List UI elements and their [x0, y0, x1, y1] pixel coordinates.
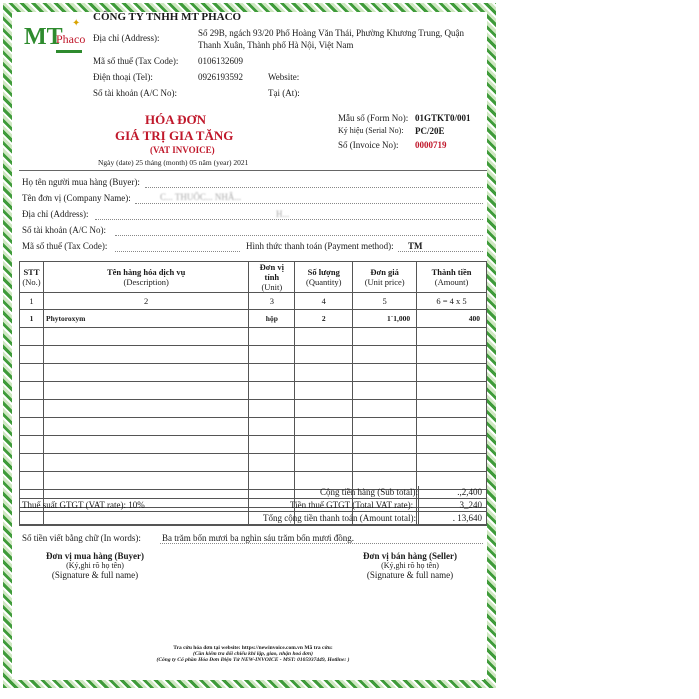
subtotal-row — [19, 486, 487, 499]
empty-table-row — [20, 346, 487, 364]
row-quantity: 2 — [295, 310, 353, 328]
header-unit-price-vi: Đơn giá — [370, 267, 399, 277]
empty-table-row — [20, 382, 487, 400]
seller-signature-note-en: (Signature & full name) — [366, 570, 454, 580]
address-label: Địa chỉ (Address): — [93, 33, 160, 43]
header-amount-vi: Thành tiền — [431, 267, 472, 277]
buyer-signature-block — [30, 551, 160, 580]
vat-total-label: Tiền thuế GTGT (Total VAT rate): — [290, 500, 414, 510]
logo-mt-text: MT — [24, 24, 63, 50]
phone-label: Điện thoại (Tel): — [93, 72, 153, 82]
invoice-date: Ngày (date) 25 tháng (month) 05 năm (year) 2021 — [98, 158, 249, 167]
footer — [19, 645, 487, 663]
header-no — [20, 262, 44, 293]
invoice-no-value: 0000719 — [415, 140, 447, 150]
invoice-title-1: HÓA ĐƠN — [145, 112, 207, 127]
amount-total-value: . 13,640 — [452, 513, 482, 523]
serial-no-value: PC/20E — [415, 126, 445, 136]
footer-note-line: (Cần kiểm tra đối chiếu khi lập, giao, nhận hoá đơn) — [192, 651, 313, 657]
star-icon: ✦ — [72, 18, 81, 29]
row-unit: hộp — [249, 310, 295, 328]
company-logo — [24, 20, 84, 56]
at-label: Tại (At): — [268, 88, 300, 98]
row-description: Phytoroxym — [43, 310, 248, 328]
header-unit — [249, 262, 295, 293]
tax-code-value: 0106132609 — [198, 56, 243, 66]
header-unit-en: (Unit) — [261, 282, 283, 292]
company-name: CÔNG TY TNHH MT PHACO — [93, 11, 242, 23]
header-no-vi: STT — [23, 267, 40, 277]
tax-code-label: Mã số thuế (Tax Code): — [93, 56, 179, 66]
header-description-en: (Description) — [123, 277, 169, 287]
tax-dotted-line — [115, 251, 240, 252]
buyer-label: Họ tên người mua hàng (Buyer): — [22, 177, 140, 187]
index-cell: 1 — [20, 293, 44, 310]
empty-table-row — [20, 418, 487, 436]
buyer-signature-note-en: (Signature & full name) — [51, 570, 139, 580]
seller-signature-title: Đơn vị bán hàng (Seller) — [363, 551, 457, 561]
subtotal-divider — [418, 486, 419, 499]
table-header-row — [20, 262, 487, 293]
logo-underline — [56, 50, 82, 53]
empty-table-row — [20, 400, 487, 418]
buyer-tax-label: Mã số thuế (Tax Code): — [22, 241, 108, 251]
account-dotted-line — [115, 235, 483, 236]
amount-total-row — [19, 512, 487, 525]
empty-table-row — [20, 454, 487, 472]
header-quantity — [295, 262, 353, 293]
company-name-label: Tên đơn vị (Company Name): — [22, 193, 131, 203]
form-no-label: Mẫu số (Form No): — [338, 113, 409, 123]
amount-total-label: Tổng cộng tiền thanh toán (Amount total): — [263, 513, 416, 523]
header-unit-price-en: (Unit price) — [364, 277, 405, 287]
footer-lookup-line: Tra cứu hóa đơn tại website: https://newinvoice.com.vn Mã tra cứu: — [173, 645, 333, 651]
amount-divider — [418, 512, 419, 525]
form-no-value: 01GTKT0/001 — [415, 113, 471, 123]
table-row — [20, 310, 487, 328]
address-line2: Thanh Xuân, Thành phố Hà Nội, Việt Nam — [198, 40, 354, 50]
header-description-vi: Tên hàng hóa dịch vụ — [106, 267, 186, 277]
payment-dotted-line — [398, 251, 483, 252]
buyer-address-label: Địa chỉ (Address): — [22, 209, 89, 219]
vat-divider — [418, 499, 419, 512]
header-divider — [19, 170, 487, 171]
buyer-signature-note: (Ký,ghi rõ họ tên) — [66, 561, 124, 570]
header-unit-vi: Đơn vị tính — [259, 262, 284, 282]
empty-table-row — [20, 364, 487, 382]
company-name-value: C... THUỐC... NHÂ... — [160, 192, 242, 202]
words-dotted-line — [160, 543, 483, 544]
invoice-no-label: Số (Invoice No): — [338, 140, 399, 150]
index-cell: 5 — [353, 293, 417, 310]
seller-signature-note: (Ký,ghi rõ họ tên) — [381, 561, 439, 570]
index-cell: 4 — [295, 293, 353, 310]
subtotal-value: .,2,400 — [457, 487, 482, 497]
in-words-value: Ba trăm bốn mươi ba nghìn sáu trăm bốn mươi đồng. — [162, 533, 355, 543]
account-label: Số tài khoản (A/C No): — [93, 88, 177, 98]
buyer-signature-title: Đơn vị mua hàng (Buyer) — [46, 551, 144, 561]
row-unit-price: 1`1,000 — [353, 310, 417, 328]
address-dotted-line — [95, 219, 483, 220]
buyer-dotted-line — [145, 187, 483, 188]
index-cell: 2 — [43, 293, 248, 310]
header-no-en: (No.) — [22, 277, 41, 287]
table-index-row — [20, 293, 487, 310]
buyer-account-label: Số tài khoản (A/C No): — [22, 225, 106, 235]
payment-method-value: TM — [408, 241, 423, 251]
header-quantity-en: (Quantity) — [306, 277, 342, 287]
header-unit-price — [353, 262, 417, 293]
vat-row — [19, 499, 487, 512]
footer-company-line: (Công ty Cổ phần Hóa Đơn Điện Tử NEW-INVOICE - MST: 0105937449, Hotline: ) — [156, 657, 350, 663]
vat-total-value: 3_240 — [459, 500, 482, 510]
header-amount-en: (Amount) — [434, 277, 469, 287]
serial-no-label: Ký hiệu (Serial No): — [338, 126, 404, 135]
invoice-title-3: (VAT INVOICE) — [150, 145, 215, 155]
index-cell: 6 = 4 x 5 — [417, 293, 487, 310]
buyer-address-value: H... — [276, 209, 290, 219]
index-cell: 3 — [249, 293, 295, 310]
logo-phaco-text: Phaco — [56, 32, 86, 46]
company-dotted-line — [135, 203, 483, 204]
row-amount: 400 — [417, 310, 487, 328]
website-label: Website: — [268, 72, 300, 82]
in-words-label: Số tiền viết bằng chữ (In words): — [22, 533, 141, 543]
header-amount — [417, 262, 487, 293]
empty-table-row — [20, 436, 487, 454]
seller-signature-block — [345, 551, 475, 580]
payment-method-label: Hình thức thanh toán (Payment method): — [246, 241, 394, 251]
phone-value: 0926193592 — [198, 72, 243, 82]
invoice-title-2: GIÁ TRỊ GIA TĂNG — [115, 128, 234, 143]
header-quantity-vi: Số lượng — [307, 267, 340, 277]
vat-rate-label: Thuế suất GTGT (VAT rate): 10% — [22, 500, 145, 510]
header-description — [43, 262, 248, 293]
address-line1: Số 29B, ngách 93/20 Phố Hoàng Văn Thái, Phường Khương Trung, Quận — [198, 28, 464, 38]
row-no: 1 — [20, 310, 44, 328]
empty-table-row — [20, 328, 487, 346]
subtotal-label: Cộng tiền hàng (Sub total): — [320, 487, 418, 497]
